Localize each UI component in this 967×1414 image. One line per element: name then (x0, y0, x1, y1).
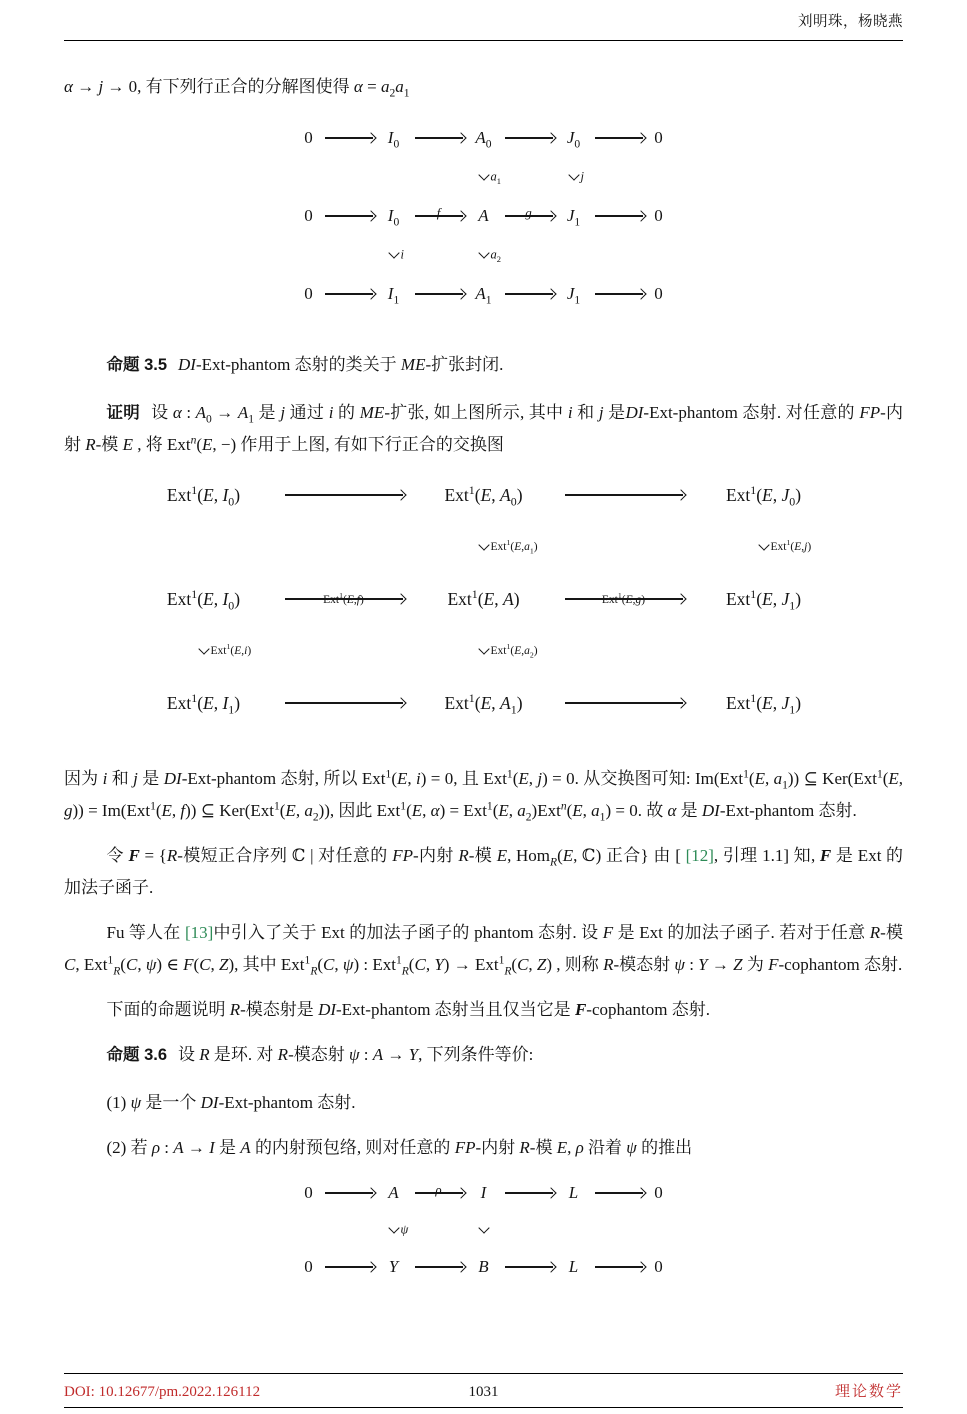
arrow-line (325, 1266, 373, 1267)
diagram-node: $I_1$ (387, 284, 400, 307)
diagram-node: 0 (304, 128, 313, 147)
paragraph-text: 中引入了关于 Ext 的加法子函子的 phantom 态射. 设 F 是 Ext 的加法子函子. 若对于任意 R-模 C, Ext$^1_R$(C, ψ) ∈ F(C, Z), 其中 Ext$^1_R$(C, ψ) : Ext$^1_R$(C, Y) → Ext$^1_R$(C, Z) , 则称 R-模态射 ψ : Y → Z 为 F-cophantom 态射. (64, 923, 903, 978)
right-arrow (590, 281, 648, 307)
down-arrow (409, 538, 559, 556)
down-arrow (689, 538, 839, 553)
proposition-text: DI-Ext-phantom 态射的类关于 ME-扩张封闭. (178, 355, 504, 374)
diagram-node: I (480, 1183, 487, 1202)
spacer (410, 1217, 468, 1243)
arrow-label: i (400, 247, 404, 262)
diagram-node: 0 (304, 1257, 313, 1276)
proof-paragraph (64, 397, 903, 461)
right-arrow (559, 585, 689, 613)
diagram-node: A (478, 206, 489, 225)
header-rule (64, 40, 903, 41)
spacer (590, 1217, 648, 1243)
right-arrow (590, 1180, 648, 1206)
proof-label: 证明 (106, 404, 141, 422)
arrow-label: ρ (435, 1182, 442, 1197)
equals-connector (558, 1227, 590, 1233)
spacer (320, 164, 378, 190)
diagram-row (298, 281, 670, 307)
right-arrow (500, 125, 558, 151)
right-arrow (279, 585, 409, 613)
arrow-label: f (436, 205, 441, 220)
diagram-node: L (568, 1183, 579, 1202)
right-arrow (320, 125, 378, 151)
citation-12-link[interactable]: [12] (685, 846, 714, 865)
right-arrow (500, 281, 558, 307)
right-arrow (320, 1180, 378, 1206)
arrow-line (595, 137, 643, 138)
arrow-line (325, 137, 373, 138)
diagram-node: 0 (654, 206, 663, 225)
arrow-line (415, 293, 463, 294)
arrow-line (595, 215, 643, 216)
diagram-node: $I_0$ (387, 128, 400, 151)
paragraph-text: Fu 等人在 (106, 923, 185, 942)
arrow-label: $a_2$ (490, 247, 501, 264)
citation-13-link[interactable]: [13] (184, 923, 214, 942)
spacer (279, 637, 409, 665)
spacer (590, 164, 648, 190)
right-arrow (500, 1180, 558, 1206)
paragraph-because: 因为 i 和 j 是 DI-Ext-phantom 态射, 所以 Ext$^1$(E, i) = 0, 且 Ext$^1$(E, j) = 0. 从交换图可知: Im(Ext$^1$(E, $a_1$)) ⊆ Ker(Ext$^1$(E, g)) = Im(Ext$^1$(E, f)) ⊆ Ker(Ext$^1$(E, $a_2$)), 因此 Ext$^1$(E, α) = Ext$^1$(E, $a_2)Ext^n(E$, $a_1) = 0$. 故 α 是 DI-Ext-phantom 态射. (64, 767, 904, 824)
page-header (64, 10, 903, 31)
spacer (410, 164, 468, 190)
spacer (500, 1217, 558, 1243)
spacer (500, 242, 558, 268)
arrow-line (505, 1266, 553, 1267)
diagram-node: 0 (654, 1183, 663, 1202)
proposition-label: 命题 3.5 (106, 356, 168, 374)
diagram-node: Ext$^1$(E, $J_1$) (725, 586, 802, 612)
diagram-node: $A_0$ (475, 128, 492, 151)
commutative-diagram-1 (64, 125, 903, 307)
arrow-line (325, 293, 373, 294)
diagram-node: Ext$^1$(E, $A_1$) (444, 690, 523, 716)
down-arrow (468, 247, 501, 264)
down-arrow (558, 169, 590, 184)
arrow-label: Ext$^1$(E,f) (323, 591, 364, 606)
equals-connector (378, 174, 410, 180)
arrow-label: g (525, 205, 532, 220)
diagram-vertical-row (129, 613, 839, 689)
arrow-line (595, 293, 643, 294)
diagram-node: Ext$^1$(E, $A_0$) (444, 482, 523, 508)
diagram-node: $J_1$ (566, 284, 581, 307)
arrow-line (285, 494, 403, 495)
arrow-line (505, 137, 553, 138)
diagram-node: Ext$^1$(E, $J_0$) (725, 482, 802, 508)
paragraph-functor-f (64, 840, 903, 904)
diagram-vertical-row (129, 509, 839, 585)
right-arrow (500, 1254, 558, 1280)
diagram-node: 0 (654, 128, 663, 147)
right-arrow (590, 1254, 648, 1280)
commutative-diagram-pushout (64, 1180, 903, 1280)
arrow-label: ψ (400, 1222, 409, 1237)
commutative-diagram-ext (64, 481, 903, 717)
page-footer (64, 1373, 903, 1408)
diagram-node: Ext$^1$(E, A) (447, 586, 520, 609)
equals-connector (558, 252, 590, 258)
right-arrow (279, 481, 409, 509)
arrow-line (325, 1192, 373, 1193)
arrow-line (505, 293, 553, 294)
proposition-text: 设 R 是环. 对 R-模态射 ψ : A → Y, 下列条件等价: (178, 1045, 534, 1064)
right-arrow (410, 281, 468, 307)
spacer (279, 533, 409, 561)
diagram-node: 0 (654, 1257, 663, 1276)
diagram-node: $J_0$ (566, 128, 581, 151)
right-arrow (500, 203, 558, 229)
proof-text: 设 α : $A_0 \to A_1$ 是 j 通过 i 的 ME-扩张, 如上图所示, 其中 i 和 j 是DI-Ext-phantom 态射. 对任意的 FP-内射 R-模 E , 将 Ext$^n$(E, −) 作用于上图, 有如下行正合的交换图 (64, 403, 904, 454)
spacer (590, 242, 648, 268)
down-arrow (378, 1222, 410, 1237)
proposition-3-5 (64, 349, 903, 381)
right-arrow (410, 203, 468, 229)
footer-row (64, 1380, 903, 1401)
proposition-label: 命题 3.6 (106, 1046, 168, 1064)
diagram-node: 0 (304, 206, 313, 225)
diagram-node: Ext$^1$(E, $J_1$) (725, 690, 802, 716)
arrow-label: Ext$^1$(E,i) (210, 642, 252, 657)
arrow-label: $a_1$ (490, 169, 501, 186)
diagram-row (298, 203, 670, 229)
diagram-row (298, 1180, 670, 1206)
condition-item-1: (1) ψ 是一个 DI-Ext-phantom 态射. (106, 1093, 356, 1112)
diagram-node: 0 (304, 284, 313, 303)
diagram-row (129, 585, 839, 613)
author-names: 刘明珠，杨晓燕 (798, 14, 903, 30)
diagram-node: Ext$^1$(E, $I_0$) (166, 482, 241, 508)
diagram-vertical-row (298, 1206, 670, 1254)
diagram-node: Y (388, 1257, 399, 1276)
arrow-line (285, 702, 403, 703)
arrow-label: $Ext^1(E,a_1)$ (490, 538, 538, 556)
arrow-line (565, 702, 683, 703)
right-arrow (410, 1254, 468, 1280)
spacer (410, 242, 468, 268)
down-arrow (409, 642, 559, 660)
right-arrow (559, 689, 689, 717)
down-arrow (129, 642, 279, 657)
paragraph-text: 令 F = {R-模短正合序列 ℂ | 对任意的 FP-内射 R-模 E, Hom$_R$(E, ℂ) 正合} 由 [ (106, 846, 686, 869)
paragraph-next-prop: 下面的命题说明 R-模态射是 DI-Ext-phantom 态射当且仅当它是 F-cophantom 态射. (106, 1000, 710, 1019)
diagram-node: $A_1$ (475, 284, 492, 307)
arrow-line (505, 1192, 553, 1193)
condition-item-2: (2) 若 ρ : A → I 是 A 的内射预包络, 则对任意的 FP-内射 R-模 E, ρ 沿着 ψ 的推出 (106, 1138, 693, 1157)
arrow-line (565, 494, 683, 495)
diagram-node: L (568, 1257, 579, 1276)
page-number: 1031 (468, 1384, 499, 1400)
footer-rule-top (64, 1373, 903, 1374)
equals-connector (129, 544, 279, 550)
down-arrow (468, 169, 501, 186)
diagram-vertical-row (298, 229, 670, 281)
spacer (559, 637, 689, 665)
diagram-node: Ext$^1$(E, $I_1$) (166, 690, 241, 716)
diagram-node: Ext$^1$(E, $I_0$) (166, 586, 241, 612)
diagram-row (129, 689, 839, 717)
arrow-line (415, 1266, 463, 1267)
paragraph-text: , 引理 1.1] 知, F 是 Ext 的加法子函子. (64, 846, 904, 897)
arrow-line (595, 1192, 643, 1193)
right-arrow (279, 689, 409, 717)
arrow-line (325, 215, 373, 216)
footer-rule-bottom (64, 1407, 903, 1408)
spacer (320, 242, 378, 268)
diagram-node: B (478, 1257, 489, 1276)
arrow-label: Ext$^1$(E,g) (601, 591, 646, 606)
diagram-row (298, 1254, 670, 1280)
spacer (500, 164, 558, 190)
right-arrow (590, 125, 648, 151)
diagram-node: A (388, 1183, 399, 1202)
paragraph-fu (64, 917, 903, 981)
spacer (559, 533, 689, 561)
arrow-label: j (580, 169, 584, 184)
arrow-label: Ext$^1$(E,j) (770, 538, 812, 553)
right-arrow (410, 125, 468, 151)
spacer (320, 1217, 378, 1243)
equals-connector (689, 648, 839, 654)
diagram-node: 0 (654, 284, 663, 303)
diagram-vertical-row (298, 151, 670, 203)
intro-line: α → j → 0, 有下列行正合的分解图使得 $\alpha = a_2a_1$ (64, 77, 410, 100)
down-arrow (378, 247, 410, 262)
doi-link[interactable]: DOI: 10.12677/pm.2022.126112 (64, 1384, 261, 1400)
arrow-line (415, 137, 463, 138)
journal-name: 理论数学 (834, 1384, 903, 1400)
arrow-label: $Ext^1(E,a_2)$ (490, 642, 538, 660)
right-arrow (320, 1254, 378, 1280)
diagram-node: $J_1$ (566, 206, 581, 229)
diagram-node: 0 (304, 1183, 313, 1202)
right-arrow (590, 203, 648, 229)
right-arrow (559, 481, 689, 509)
right-arrow (320, 281, 378, 307)
arrow-line (595, 1266, 643, 1267)
down-arrow (468, 1227, 500, 1233)
right-arrow (320, 203, 378, 229)
proposition-3-6 (64, 1039, 903, 1071)
diagram-node: $I_0$ (387, 206, 400, 229)
diagram-row (129, 481, 839, 509)
right-arrow (410, 1180, 468, 1206)
diagram-row (298, 125, 670, 151)
